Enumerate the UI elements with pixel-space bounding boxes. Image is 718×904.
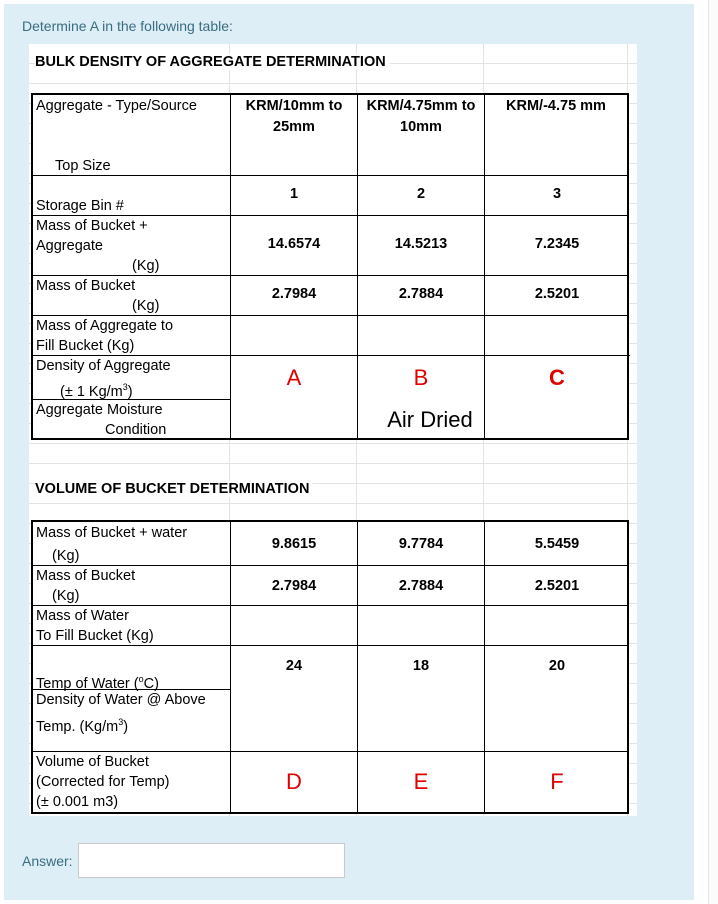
- volume-bucket-label-2: (Corrected for Temp): [36, 774, 170, 790]
- mass-bucket-3: 2.5201: [534, 286, 580, 302]
- density-agg-a: A: [286, 365, 302, 390]
- storage-bin-label: Storage Bin #: [36, 198, 124, 214]
- col-header-3: KRM/-4.75 mm: [506, 98, 606, 114]
- volume-bucket-label-1: Volume of Bucket: [36, 754, 149, 770]
- volume-bucket-f: F: [550, 769, 564, 794]
- volume-bucket-title: VOLUME OF BUCKET DETERMINATION: [35, 481, 313, 497]
- bulk-density-title: BULK DENSITY OF AGGREGATE DETERMINATION: [35, 54, 390, 70]
- storage-bin-3: 3: [552, 186, 562, 202]
- aggregate-type-label: Aggregate - Type/Source: [36, 98, 197, 114]
- top-size-label: Top Size: [55, 158, 111, 174]
- volume-bucket-e: E: [413, 769, 429, 794]
- density-water-label-2: Temp. $(Kg/m^3)$: [36, 717, 129, 735]
- moisture-value: Air Dried: [387, 407, 473, 432]
- temp-water-2: 18: [412, 658, 430, 674]
- mass-bucket-water-2: 9.7784: [398, 536, 444, 552]
- mass-bucket-agg-2: 14.5213: [394, 236, 448, 252]
- volume-bucket-d: D: [286, 769, 302, 794]
- density-agg-label-2: (± 1 $Kg/m^3$): [60, 382, 133, 400]
- mass-bucket-water-label-2: (Kg): [52, 548, 80, 564]
- mass-bucket-agg-label-1: Mass of Bucket +: [36, 218, 148, 234]
- mass-bucket-1: 2.7984: [271, 286, 317, 302]
- col-header-1: KRM/10mm to 25mm: [245, 98, 343, 135]
- answer-label: Answer:: [22, 853, 73, 869]
- mass-bucket-agg-label-3: (Kg): [132, 258, 160, 274]
- mass-bucket-water-3: 5.5459: [534, 536, 580, 552]
- mass-bucket-2: 2.7884: [398, 286, 444, 302]
- moisture-label-2: Condition: [105, 422, 167, 438]
- vol-mass-bucket-3: 2.5201: [534, 578, 580, 594]
- mass-agg-fill-label-1: Mass of Aggregate to: [36, 318, 174, 334]
- mass-bucket-label-1: Mass of Bucket: [36, 278, 136, 294]
- mass-bucket-agg-1: 14.6574: [267, 236, 321, 252]
- mass-bucket-water-1: 9.8615: [271, 536, 317, 552]
- storage-bin-2: 2: [416, 186, 426, 202]
- spreadsheet-image: [29, 44, 637, 816]
- col-header-2: KRM/4.75mm to 10mm: [366, 98, 476, 135]
- mass-bucket-agg-label-2: Aggregate: [36, 238, 103, 254]
- moisture-label-1: Aggregate Moisture: [36, 402, 163, 418]
- scrollbar[interactable]: [708, 0, 718, 904]
- temp-water-3: 20: [548, 658, 566, 674]
- temp-water-label: Temp of Water ($^o$C): [36, 674, 159, 692]
- mass-bucket-water-label-1: Mass of Bucket + water: [36, 525, 188, 541]
- bulk-density-table: [31, 93, 629, 440]
- density-water-label-1: Density of Water @ Above: [36, 692, 206, 708]
- mass-bucket-label-2: (Kg): [132, 298, 160, 314]
- vol-mass-bucket-2: 2.7884: [398, 578, 444, 594]
- vol-mass-bucket-label-1: Mass of Bucket: [36, 568, 136, 584]
- col-divider: [230, 95, 231, 438]
- vol-mass-bucket-1: 2.7984: [271, 578, 317, 594]
- mass-water-label-2: To Fill Bucket (Kg): [36, 628, 154, 644]
- density-agg-label-1: Density of Aggregate: [36, 358, 171, 374]
- col-divider: [484, 95, 485, 438]
- temp-water-1: 24: [285, 658, 303, 674]
- mass-bucket-agg-3: 7.2345: [534, 236, 580, 252]
- density-agg-c: C: [549, 365, 565, 390]
- density-agg-b: B: [413, 365, 429, 390]
- volume-bucket-table: [31, 520, 629, 814]
- answer-input[interactable]: [78, 843, 345, 878]
- row-divider: [33, 175, 627, 176]
- question-text: Determine A in the following table:: [22, 18, 233, 34]
- volume-bucket-label-3: (± 0.001 m3): [36, 794, 119, 810]
- storage-bin-1: 1: [289, 186, 299, 202]
- mass-water-label-1: Mass of Water: [36, 608, 129, 624]
- col-divider: [357, 95, 358, 438]
- mass-agg-fill-label-2: Fill Bucket (Kg): [36, 338, 135, 354]
- vol-mass-bucket-label-2: (Kg): [52, 588, 80, 604]
